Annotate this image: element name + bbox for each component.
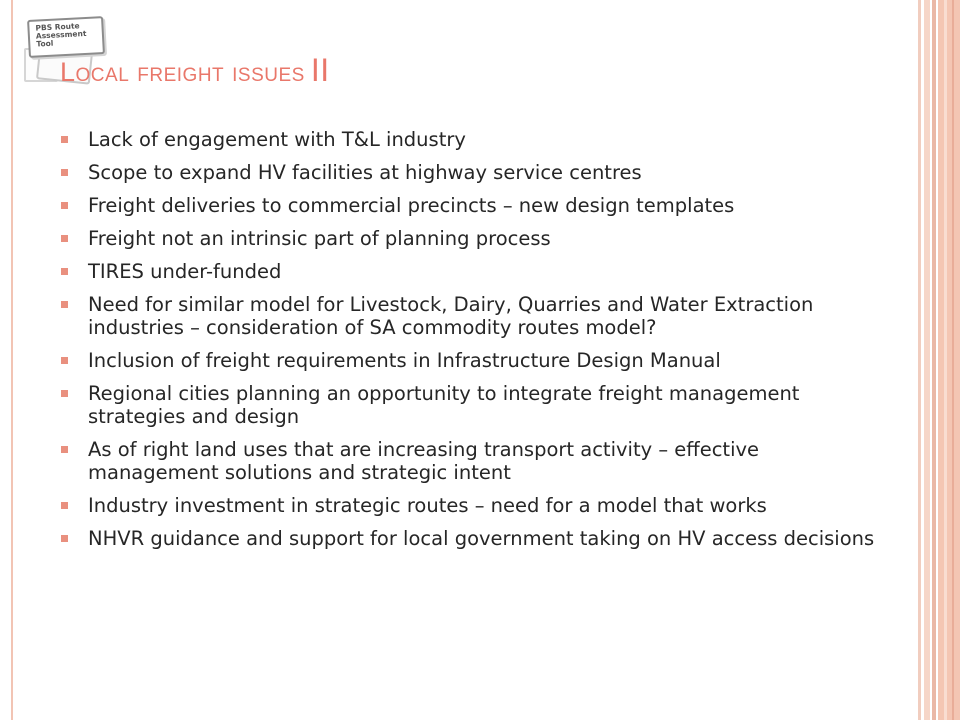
bullet-item — [60, 349, 890, 372]
bullet-square-icon — [61, 235, 68, 242]
bullet-item — [60, 293, 890, 339]
bullet-item — [60, 438, 890, 484]
bullet-square-icon — [61, 446, 68, 453]
bullet-square-icon — [61, 502, 68, 509]
bullet-item — [60, 382, 890, 428]
bullet-item — [60, 161, 890, 184]
slide-title — [60, 52, 330, 89]
bullet-text: Need for similar model for Livestock, Dairy, Quarries and Water Extraction industries – consideration of SA commodity routes model? — [88, 293, 814, 339]
bullet-text: Regional cities planning an opportunity to integrate freight management strategies and design — [88, 382, 800, 428]
right-stripe — [944, 0, 947, 720]
bullet-square-icon — [61, 268, 68, 275]
bullet-square-icon — [61, 136, 68, 143]
bullet-text: Industry investment in strategic routes – need for a model that works — [88, 494, 767, 517]
bullet-text: NHVR guidance and support for local government taking on HV access decisions — [88, 527, 875, 550]
bullet-square-icon — [61, 169, 68, 176]
bullet-text: Lack of engagement with T&L industry — [88, 128, 466, 151]
bullet-text: Inclusion of freight requirements in Infrastructure Design Manual — [88, 349, 721, 372]
bullet-text: Freight deliveries to commercial precincts – new design templates — [88, 194, 735, 217]
right-stripe — [924, 0, 930, 720]
bullet-item — [60, 194, 890, 217]
bullet-square-icon — [61, 202, 68, 209]
slide-title-text: Local freight issues — [60, 57, 305, 87]
slide-title-numeral: II — [310, 52, 330, 88]
bullet-item — [60, 128, 890, 151]
bullet-square-icon — [61, 535, 68, 542]
bullet-text: Freight not an intrinsic part of planning process — [88, 227, 551, 250]
bullet-item — [60, 527, 890, 550]
bullet-item — [60, 494, 890, 517]
right-stripe — [938, 0, 960, 720]
bullet-square-icon — [61, 357, 68, 364]
bullet-item — [60, 227, 890, 250]
bullet-square-icon — [61, 390, 68, 397]
right-stripe — [918, 0, 921, 720]
right-stripe — [952, 0, 954, 720]
bullet-text: Scope to expand HV facilities at highway service centres — [88, 161, 642, 184]
left-border-line — [11, 0, 13, 720]
bullet-text: As of right land uses that are increasing transport activity – effective management solutions and strategic intent — [88, 438, 760, 484]
right-stripe — [932, 0, 936, 720]
logo-text: PBS Route Assessment Tool — [35, 21, 87, 49]
bullet-item — [60, 260, 890, 283]
bullet-text: TIRES under-funded — [88, 260, 282, 283]
bullet-square-icon — [61, 301, 68, 308]
bullet-list — [60, 128, 890, 560]
